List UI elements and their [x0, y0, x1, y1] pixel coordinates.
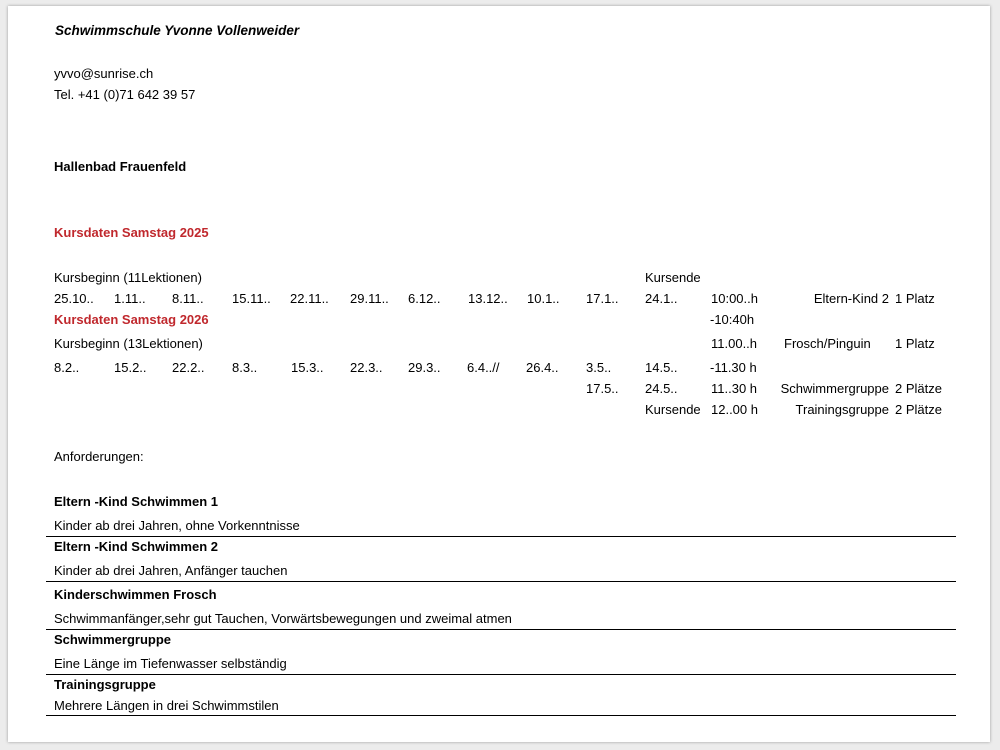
date-2026: 22.2..: [172, 360, 205, 375]
time-slot: -11.30 h: [710, 360, 757, 375]
date-2026: 26.4..: [526, 360, 559, 375]
date-2026: 24.5..: [645, 381, 678, 396]
requirement-text: Kinder ab drei Jahren, ohne Vorkenntnisse: [54, 518, 300, 533]
date-2025: 17.1..: [586, 291, 619, 306]
requirement-title: Kinderschwimmen Frosch: [54, 587, 217, 602]
group-places: 1 Platz: [895, 336, 935, 351]
divider: [46, 536, 956, 537]
date-2025: 8.11..: [172, 291, 204, 306]
divider: [46, 674, 956, 675]
group-places: 2 Plätze: [895, 381, 942, 396]
date-2026: 15.3..: [291, 360, 324, 375]
schedule-2025-heading: Kursdaten Samstag 2025: [54, 225, 209, 240]
schedule-2026-heading: Kursdaten Samstag 2026: [54, 312, 209, 327]
date-2026: 29.3..: [408, 360, 441, 375]
date-2025-end: 24.1..: [645, 291, 678, 306]
group-name: Frosch/Pinguin: [784, 336, 871, 351]
date-2026: 3.5..: [586, 360, 612, 375]
schedule-2026-start-label: Kursbeginn (13Lektionen): [54, 336, 203, 351]
time-slot: 11..30 h: [711, 381, 758, 396]
date-2026: 8.2..: [54, 360, 80, 375]
group-name: Schwimmergruppe: [780, 381, 889, 396]
date-2025: 29.11..: [350, 291, 389, 306]
schedule-2025-start-label: Kursbeginn (11Lektionen): [54, 270, 202, 285]
group-name: Trainingsgruppe: [795, 402, 889, 417]
date-2026: 6.4..//: [467, 360, 500, 375]
requirements-heading: Anforderungen:: [54, 449, 144, 464]
date-2026: 17.5..: [586, 381, 619, 396]
group-name: Eltern-Kind 2: [813, 291, 889, 306]
requirement-text: Eine Länge im Tiefenwasser selbständig: [54, 656, 287, 671]
time-slot: 12..00 h: [711, 402, 758, 417]
date-2025: 22.11..: [290, 291, 329, 306]
date-2026: 22.3..: [350, 360, 383, 375]
requirement-title: Schwimmergruppe: [54, 632, 172, 647]
location: Hallenbad Frauenfeld: [54, 159, 187, 174]
requirement-title: Trainingsgruppe: [54, 677, 156, 692]
divider: [46, 715, 956, 716]
group-places: 1 Platz: [895, 291, 935, 306]
schedule-2025-end-label: Kursende: [645, 270, 701, 285]
date-2025: 25.10..: [54, 291, 94, 306]
school-name: Schwimmschule Yvonne Vollenweider: [55, 23, 300, 38]
email: yvvo@sunrise.ch: [54, 66, 154, 81]
date-2025: 15.11..: [232, 291, 271, 306]
requirement-text: Mehrere Längen in drei Schwimmstilen: [54, 698, 279, 713]
date-2025: 1.11..: [114, 291, 146, 306]
date-2025: 10.1..: [527, 291, 560, 306]
requirement-text: Kinder ab drei Jahren, Anfänger tauchen: [54, 563, 288, 578]
date-2025: 6.12..: [408, 291, 441, 306]
requirement-title: Eltern -Kind Schwimmen 1: [54, 494, 218, 509]
date-2025: 13.12..: [468, 291, 508, 306]
date-2026: 15.2..: [114, 360, 147, 375]
phone: Tel. +41 (0)71 642 39 57: [54, 87, 196, 102]
group-places: 2 Plätze: [895, 402, 942, 417]
divider: [46, 581, 956, 582]
date-2026: 8.3..: [232, 360, 258, 375]
requirement-title: Eltern -Kind Schwimmen 2: [54, 539, 218, 554]
schedule-2026-end-label: Kursende: [645, 402, 701, 417]
requirement-text: Schwimmanfänger,sehr gut Tauchen, Vorwärtsbewegungen und zweimal atmen: [54, 611, 512, 626]
divider: [46, 629, 956, 630]
date-2026: 14.5..: [645, 360, 678, 375]
time-slot: 11.00..h: [711, 336, 758, 351]
time-slot: -10:40h: [710, 312, 755, 327]
time-slot: 10:00..h: [711, 291, 758, 306]
